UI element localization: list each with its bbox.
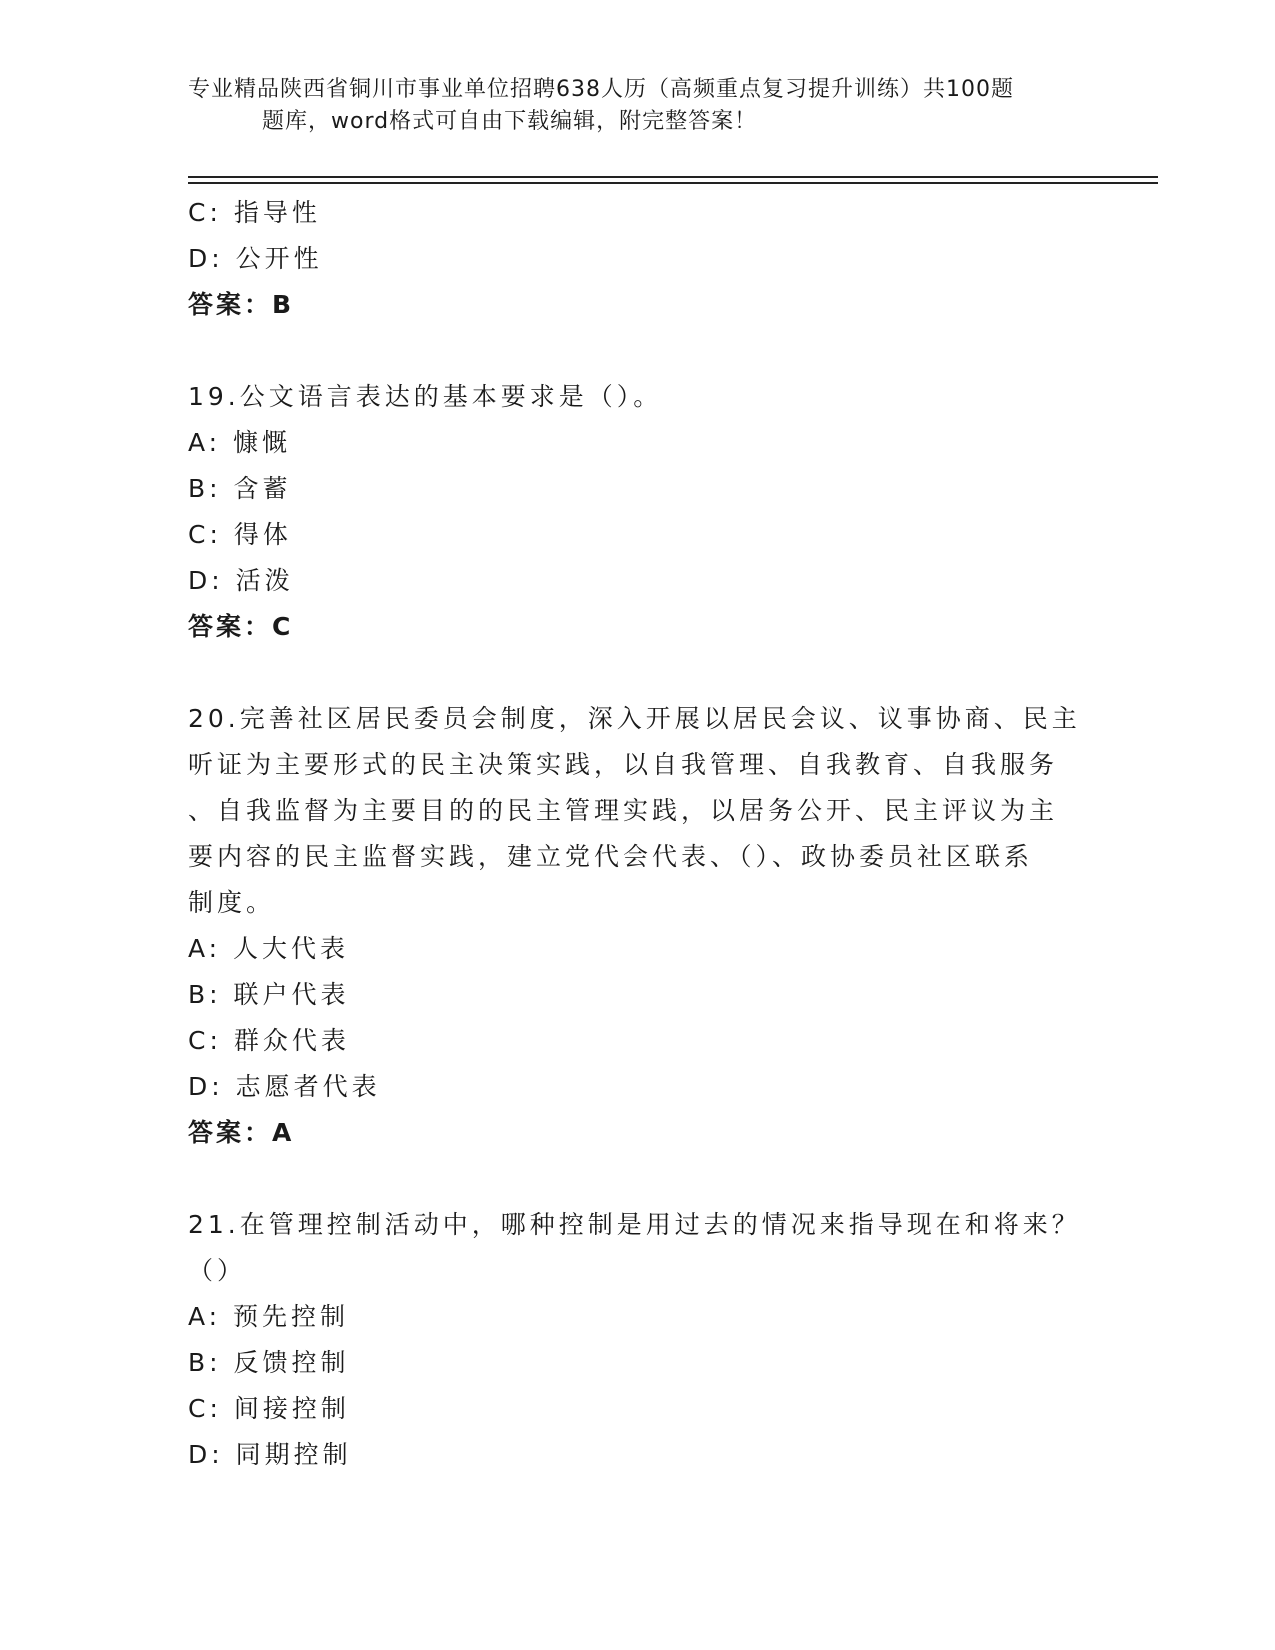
spacer: [188, 1156, 1088, 1202]
q18-answer: 答案：B: [188, 290, 295, 319]
q19-option-d: D: 活泼: [188, 566, 294, 595]
q20-stem-line-3: 、自我监督为主要目的的民主管理实践，以居务公开、民主评议为主: [188, 796, 1059, 825]
question-content: [188, 190, 1088, 1478]
q20-answer: 答案：A: [188, 1118, 295, 1147]
q20-option-b: B: 联户代表: [188, 980, 350, 1009]
document-header: [188, 74, 1088, 138]
q20-option-d: D: 志愿者代表: [188, 1072, 381, 1101]
q21-option-a: A: 预先控制: [188, 1302, 350, 1331]
q19-stem: 19.公文语言表达的基本要求是（）。: [188, 382, 663, 411]
q21-option-b: B: 反馈控制: [188, 1348, 350, 1377]
q19-option-c: C: 得体: [188, 520, 292, 549]
q18-option-d: D: 公开性: [188, 244, 323, 273]
header-rule-top: [188, 176, 1158, 178]
header-title-line1: 专业精品陕西省铜川市事业单位招聘638人历（高频重点复习提升训练）共100题: [188, 77, 1014, 102]
q18-option-c: C: 指导性: [188, 198, 321, 227]
spacer: [188, 328, 1088, 374]
q20-stem-line-5: 制度。: [188, 888, 276, 917]
q19-option-b: B: 含蓄: [188, 474, 292, 503]
q20-stem-line-1: 20.完善社区居民委员会制度，深入开展以居民会议、议事协商、民主: [188, 704, 1081, 733]
q21-stem-line-2: （）: [188, 1256, 247, 1285]
q20-option-a: A: 人大代表: [188, 934, 350, 963]
q20-option-c: C: 群众代表: [188, 1026, 350, 1055]
q19-answer: 答案：C: [188, 612, 294, 641]
q20-stem-line-2: 听证为主要形式的民主决策实践，以自我管理、自我教育、自我服务: [188, 750, 1059, 779]
q21-option-d: D: 同期控制: [188, 1440, 352, 1469]
q21-option-c: C: 间接控制: [188, 1394, 350, 1423]
header-rule-bottom: [188, 182, 1158, 184]
q21-stem-line-1: 21.在管理控制活动中，哪种控制是用过去的情况来指导现在和将来？: [188, 1210, 1081, 1239]
q20-stem-line-4: 要内容的民主监督实践，建立党代会代表、（）、政协委员社区联系: [188, 842, 1034, 871]
q19-option-a: A: 慷慨: [188, 428, 292, 457]
header-title-line2: 题库，word格式可自由下载编辑，附完整答案！: [262, 109, 758, 134]
spacer: [188, 650, 1088, 696]
